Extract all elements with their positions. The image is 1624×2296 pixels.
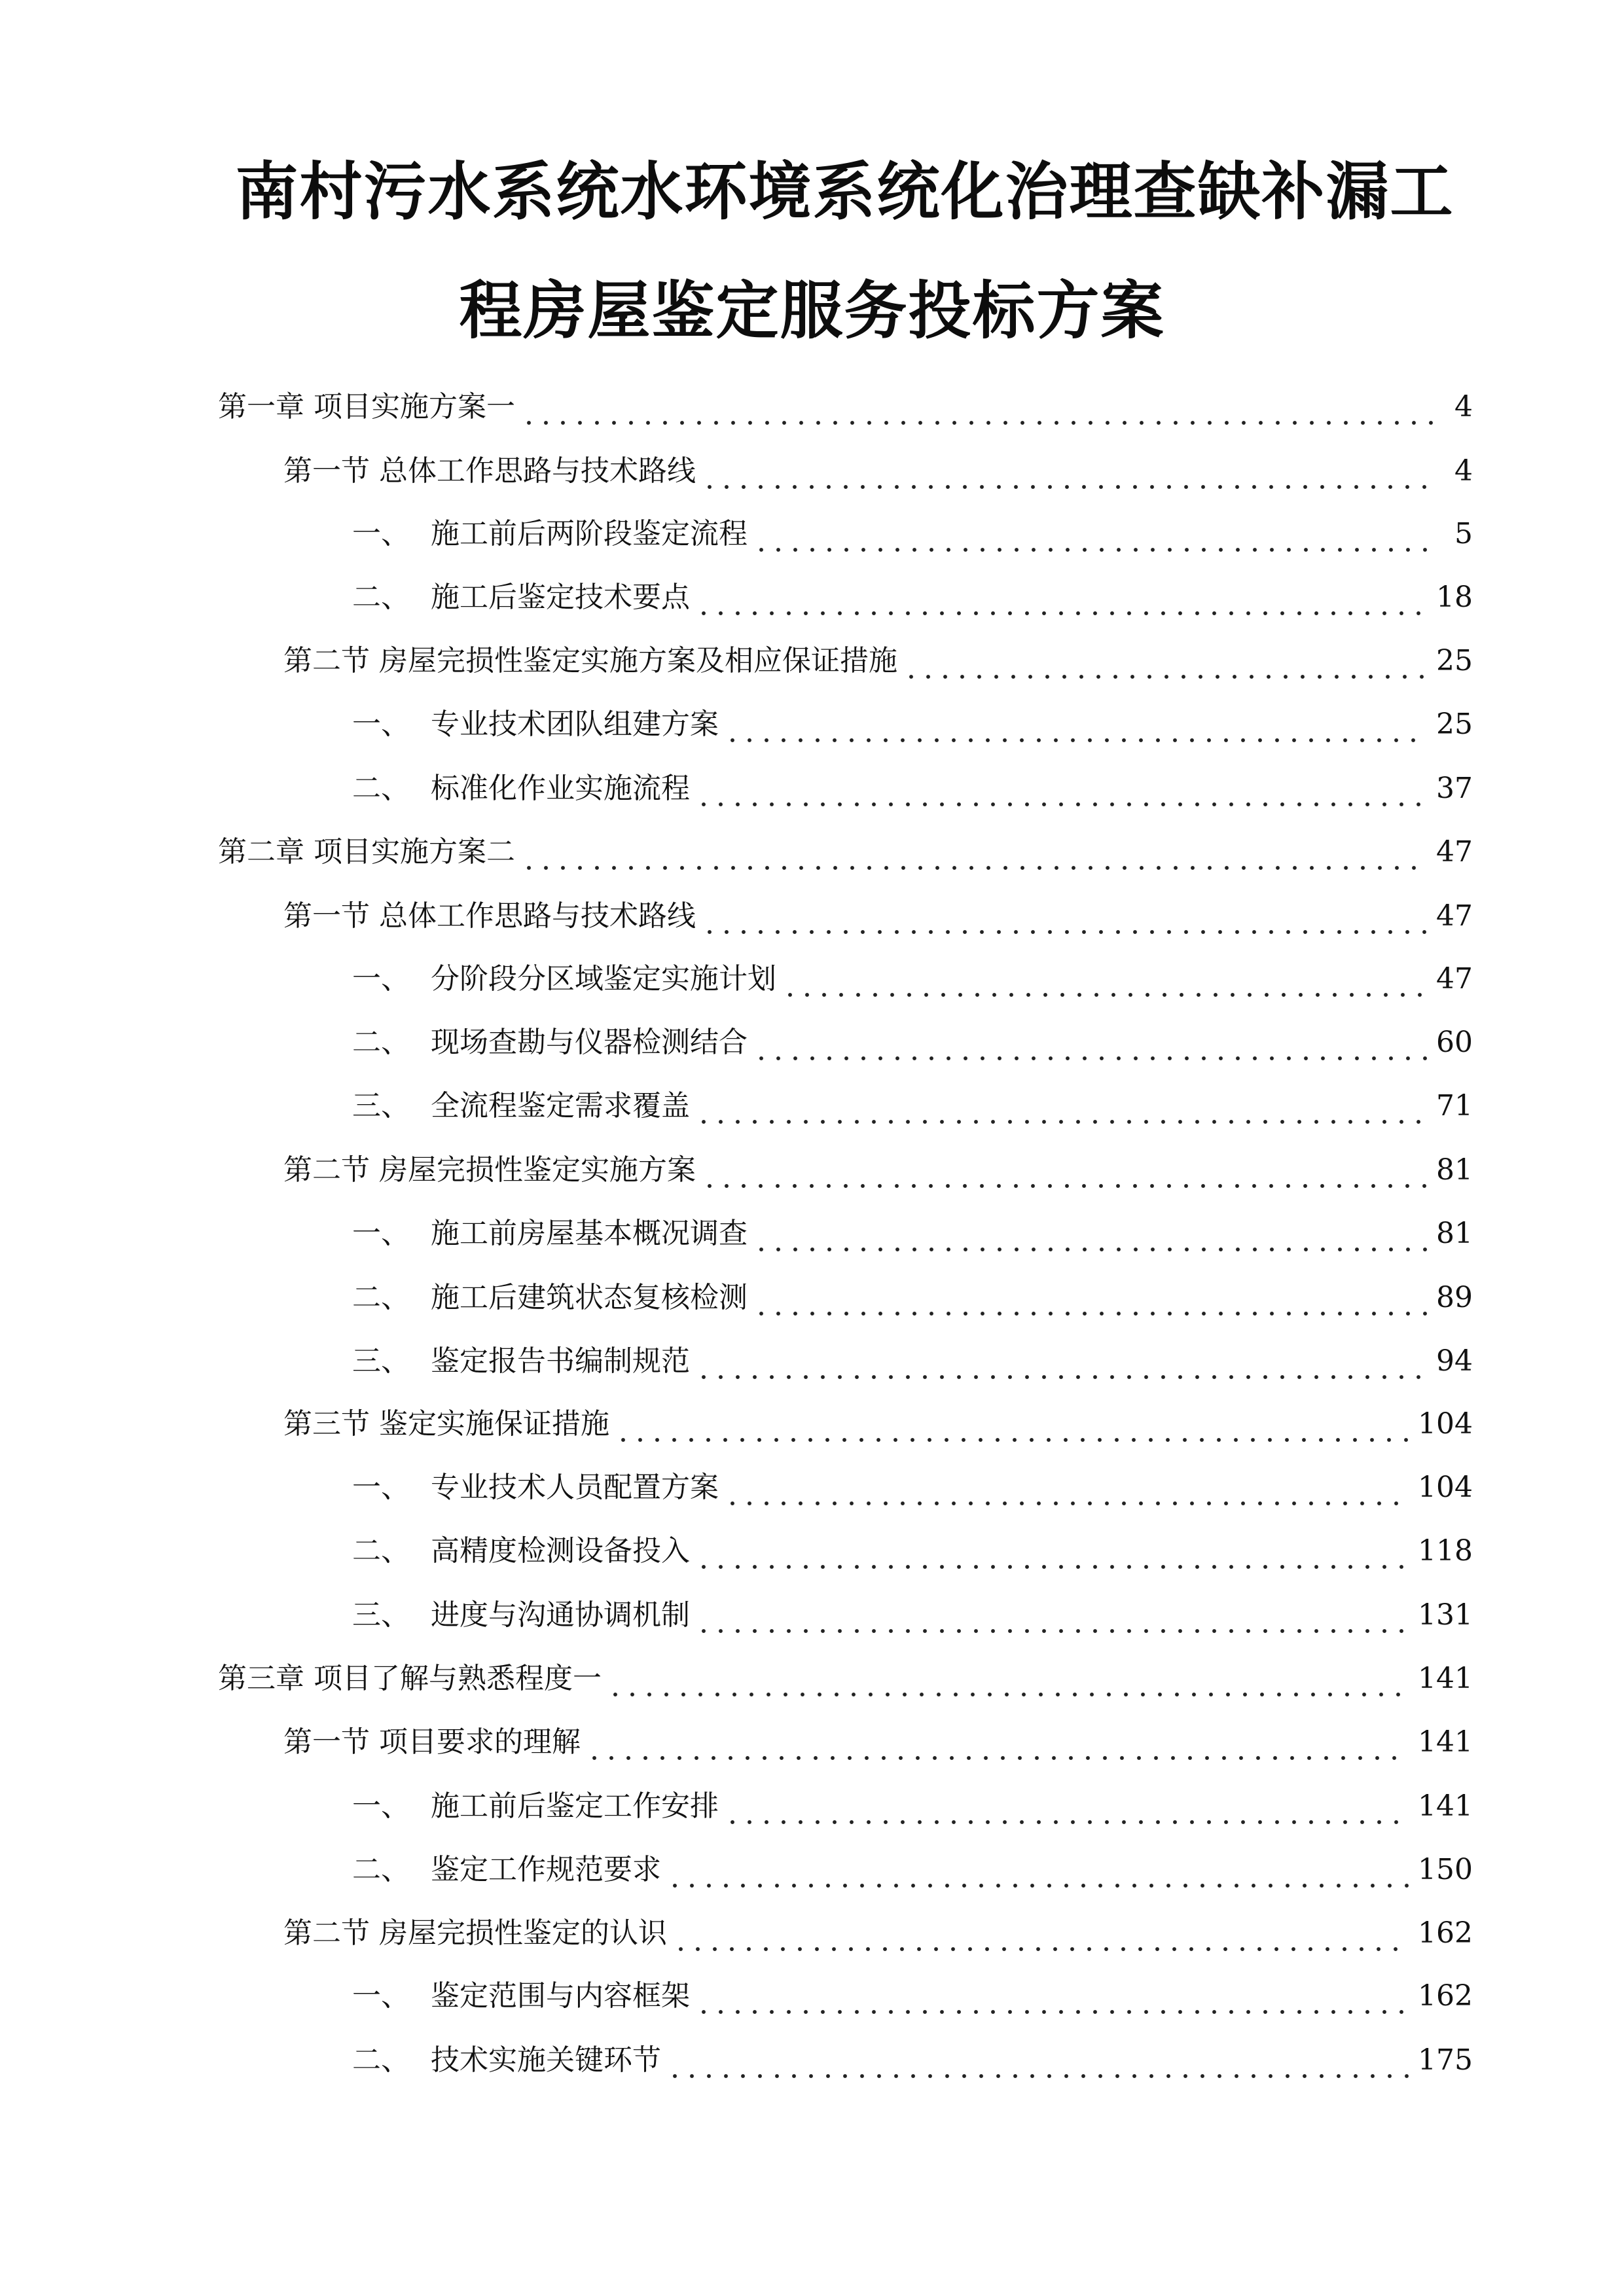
toc-page-number: 141	[1418, 1662, 1473, 1695]
toc-item-number: 一、	[352, 1979, 410, 2013]
toc-entry-label: 施工后建筑状态复核检测	[431, 1281, 748, 1314]
dot-leader	[753, 1208, 1427, 1260]
toc-item-number: 三、	[352, 1598, 410, 1632]
toc-chapter-2[interactable]	[218, 826, 1473, 878]
dot-leader	[666, 2034, 1409, 2087]
dot-leader	[695, 1525, 1409, 1577]
toc-item-2-3-3[interactable]	[352, 1589, 1473, 1641]
dot-leader	[701, 890, 1427, 942]
toc-page-number: 118	[1418, 1534, 1473, 1568]
dot-leader	[724, 1780, 1409, 1833]
dot-leader	[520, 826, 1427, 878]
toc-entry-label: 全流程鉴定需求覆盖	[431, 1089, 690, 1122]
toc-page-number: 150	[1418, 1853, 1473, 1886]
toc-item-3-2-2[interactable]	[352, 2034, 1473, 2087]
toc-section-2-2[interactable]	[283, 1144, 1473, 1196]
dot-leader	[695, 1589, 1409, 1641]
dot-leader	[701, 1144, 1427, 1196]
dot-leader	[701, 445, 1437, 497]
toc-section-2-1[interactable]	[283, 890, 1473, 942]
toc-item-number: 二、	[352, 2043, 410, 2077]
toc-entry-label: 鉴定范围与内容框架	[431, 1979, 690, 2013]
toc-chapter-1[interactable]	[218, 381, 1473, 433]
toc-item-2-1-1[interactable]	[352, 953, 1473, 1005]
toc-page-number: 104	[1418, 1471, 1473, 1504]
toc-entry-label: 第三节 鉴定实施保证措施	[283, 1407, 609, 1441]
dot-leader	[607, 1653, 1409, 1705]
dot-leader	[753, 1016, 1427, 1069]
dot-leader	[724, 698, 1427, 751]
toc-item-2-1-3[interactable]	[352, 1080, 1473, 1132]
toc-page-number: 37	[1436, 772, 1473, 805]
dot-leader	[666, 1844, 1409, 1896]
dot-leader	[520, 381, 1437, 433]
toc-entry-label: 分阶段分区域鉴定实施计划	[431, 962, 776, 996]
toc-item-1-1-2[interactable]	[352, 571, 1473, 624]
dot-leader	[724, 1462, 1409, 1514]
toc-section-2-3[interactable]	[283, 1398, 1473, 1450]
toc-page-number: 5	[1454, 517, 1473, 550]
toc-entry-label: 鉴定报告书编制规范	[431, 1344, 690, 1378]
toc-entry-label: 进度与沟通协调机制	[431, 1598, 690, 1632]
toc-page-number: 47	[1436, 962, 1473, 996]
toc-item-1-2-1[interactable]	[352, 698, 1473, 751]
toc-item-number: 一、	[352, 962, 410, 996]
toc-page-number: 141	[1418, 1725, 1473, 1759]
dot-leader	[695, 571, 1427, 624]
toc-item-3-2-1[interactable]	[352, 1970, 1473, 2022]
toc-page-number: 71	[1436, 1089, 1473, 1122]
dot-leader	[753, 1272, 1427, 1324]
toc-entry-label: 施工前后两阶段鉴定流程	[431, 517, 748, 550]
toc-item-number: 三、	[352, 1089, 410, 1122]
toc-entry-label: 第二节 房屋完损性鉴定的认识	[283, 1916, 667, 1950]
toc-entry-label: 施工前房屋基本概况调查	[431, 1217, 748, 1250]
toc-item-number: 二、	[352, 1026, 410, 1059]
toc-entry-label: 第一节 总体工作思路与技术路线	[283, 899, 696, 933]
toc-item-2-2-1[interactable]	[352, 1208, 1473, 1260]
toc-item-number: 一、	[352, 1789, 410, 1823]
dot-leader	[903, 635, 1427, 687]
toc-entry-label: 第二节 房屋完损性鉴定实施方案及相应保证措施	[283, 644, 897, 677]
toc-item-2-1-2[interactable]	[352, 1016, 1473, 1069]
toc-item-number: 二、	[352, 1281, 410, 1314]
toc-entry-label: 施工后鉴定技术要点	[431, 581, 690, 614]
toc-page-number: 81	[1436, 1217, 1473, 1250]
toc-section-1-2[interactable]	[283, 635, 1473, 687]
document-title-line-1: 南村污水系统水环境系统化治理查缺补漏工	[235, 155, 1454, 228]
toc-page-number: 25	[1436, 708, 1473, 741]
toc-entry-label: 第二节 房屋完损性鉴定实施方案	[283, 1153, 696, 1187]
toc-page-number: 47	[1436, 899, 1473, 933]
dot-leader	[782, 953, 1427, 1005]
toc-section-3-2[interactable]	[283, 1907, 1473, 1960]
toc-entry-label: 专业技术人员配置方案	[431, 1471, 719, 1504]
dot-leader	[695, 1970, 1409, 2022]
toc-page-number: 162	[1418, 1979, 1473, 2013]
dot-leader	[753, 508, 1437, 560]
toc-page-number: 175	[1418, 2043, 1473, 2077]
toc-page-number: 60	[1436, 1026, 1473, 1059]
toc-page-number: 25	[1436, 644, 1473, 677]
toc-page-number: 18	[1436, 581, 1473, 614]
toc-entry-label: 高精度检测设备投入	[431, 1534, 690, 1568]
toc-entry-label: 第一节 项目要求的理解	[283, 1725, 581, 1759]
toc-entry-label: 第一节 总体工作思路与技术路线	[283, 454, 696, 488]
toc-page-number: 89	[1436, 1281, 1473, 1314]
toc-item-number: 一、	[352, 708, 410, 741]
toc-item-number: 一、	[352, 1471, 410, 1504]
toc-item-number: 二、	[352, 1853, 410, 1886]
toc-section-3-1[interactable]	[283, 1716, 1473, 1768]
toc-entry-label: 第三章 项目了解与熟悉程度一	[218, 1662, 602, 1695]
toc-item-number: 二、	[352, 581, 410, 614]
dot-leader	[615, 1398, 1409, 1450]
toc-item-1-1-1[interactable]	[352, 508, 1473, 560]
toc-item-2-3-2[interactable]	[352, 1525, 1473, 1577]
toc-chapter-3[interactable]	[218, 1653, 1473, 1705]
toc-item-number: 二、	[352, 772, 410, 805]
toc-page-number: 141	[1418, 1789, 1473, 1823]
toc-entry-label: 鉴定工作规范要求	[431, 1853, 661, 1886]
toc-page-number: 131	[1418, 1598, 1473, 1632]
toc-section-1-1[interactable]	[283, 445, 1473, 497]
toc-item-number: 三、	[352, 1344, 410, 1378]
toc-page-number: 47	[1436, 835, 1473, 869]
toc-page-number: 4	[1454, 454, 1473, 488]
toc-entry-label: 专业技术团队组建方案	[431, 708, 719, 741]
toc-entry-label: 第一章 项目实施方案一	[218, 390, 515, 423]
toc-page-number: 94	[1436, 1344, 1473, 1378]
toc-item-number: 一、	[352, 517, 410, 550]
toc-item-2-3-1[interactable]	[352, 1462, 1473, 1514]
toc-item-1-2-2[interactable]	[352, 762, 1473, 815]
toc-entry-label: 施工前后鉴定工作安排	[431, 1789, 719, 1823]
toc-entry-label: 技术实施关键环节	[431, 2043, 661, 2077]
toc-item-3-1-1[interactable]	[352, 1780, 1473, 1833]
toc-item-number: 一、	[352, 1217, 410, 1250]
toc-entry-label: 现场查勘与仪器检测结合	[431, 1026, 748, 1059]
toc-page-number: 104	[1418, 1407, 1473, 1441]
dot-leader	[695, 1335, 1427, 1388]
toc-item-2-2-2[interactable]	[352, 1272, 1473, 1324]
toc-item-2-2-3[interactable]	[352, 1335, 1473, 1388]
dot-leader	[672, 1907, 1409, 1960]
document-title-line-2: 程房屋鉴定服务投标方案	[459, 274, 1165, 348]
toc-page-number: 4	[1454, 390, 1473, 423]
dot-leader	[695, 762, 1427, 815]
toc-page-number: 81	[1436, 1153, 1473, 1187]
toc-entry-label: 第二章 项目实施方案二	[218, 835, 515, 869]
toc-page-number: 162	[1418, 1916, 1473, 1950]
toc-item-3-1-2[interactable]	[352, 1844, 1473, 1896]
dot-leader	[695, 1080, 1427, 1132]
dot-leader	[586, 1716, 1409, 1768]
toc-item-number: 二、	[352, 1534, 410, 1568]
toc-entry-label: 标准化作业实施流程	[431, 772, 690, 805]
